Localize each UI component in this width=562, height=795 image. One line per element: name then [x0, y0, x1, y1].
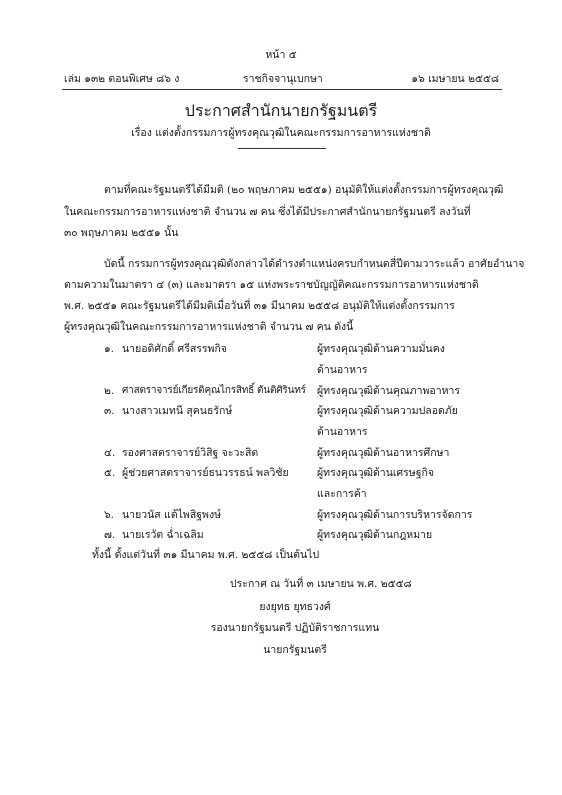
member-role: ด้านอาหาร [317, 426, 368, 438]
paragraph-line: ตามความในมาตรา ๔ (๓) และมาตรา ๑๕ แห่งพระราชบัญญัติคณะกรรมการอาหารแห่งชาติ [64, 279, 479, 291]
member-role: ผู้ทรงคุณวุฒิด้านการบริหารจัดการ [317, 509, 473, 521]
member-role: ผู้ทรงคุณวุฒิด้านความมั่นคง [317, 343, 445, 355]
paragraph-line: บัดนี้ กรรมการผู้ทรงคุณวุฒิดังกล่าวได้ดำรงตำแหน่งครบกำหนดสี่ปีตามวาระแล้ว อาศัยอำนาจ [104, 258, 525, 270]
member-role: ผู้ทรงคุณวุฒิด้านเศรษฐกิจ [317, 467, 434, 479]
member-name: นายอดิศักดิ์ ศรีสรรพกิจ [122, 343, 227, 355]
paragraph-line: พ.ศ. ๒๕๕๑ คณะรัฐมนตรีได้มีมติเมื่อวันที่ ๓๑ มีนาคม ๒๕๕๘ อนุมัติให้แต่งตั้งกรรมการ [64, 300, 455, 312]
paragraph-line: ผู้ทรงคุณวุฒิในคณะกรรมการอาหารแห่งชาติ จำนวน ๗ คน ดังนี้ [64, 321, 354, 333]
member-name: นายเรวัต ฉ่ำเฉลิม [122, 529, 204, 541]
member-role: ผู้ทรงคุณวุฒิด้านกฎหมาย [317, 529, 433, 541]
title-rule [238, 148, 326, 149]
member-role: และการค้า [317, 488, 367, 500]
signatory-name: ยงยุทธ ยุทธวงศ์ [259, 601, 331, 613]
member-number: ๓. [104, 405, 115, 417]
signatory-position: รองนายกรัฐมนตรี ปฏิบัติราชการแทน [210, 622, 380, 634]
member-role: ผู้ทรงคุณวุฒิด้านคุณภาพอาหาร [317, 385, 461, 397]
gazette-volume: เล่ม ๑๓๒ ตอนพิเศษ ๘๖ ง [64, 73, 180, 85]
member-name: นางสาวเมทนี สุคนธรักษ์ [122, 405, 233, 417]
gazette-name: ราชกิจจานุเบกษา [243, 73, 323, 85]
member-role: ผู้ทรงคุณวุฒิด้านอาหารศึกษา [317, 447, 450, 459]
document-subject: เรื่อง แต่งตั้งกรรมการผู้ทรงคุณวุฒิในคณะกรรมการอาหารแห่งชาติ [131, 127, 431, 139]
member-role: ผู้ทรงคุณวุฒิด้านความปลอดภัย [317, 405, 458, 417]
member-name: ผู้ช่วยศาสตราจารย์ธนวรรธน์ พลวิชัย [122, 467, 289, 479]
member-number: ๔. [104, 447, 116, 459]
signatory-title: นายกรัฐมนตรี [263, 644, 327, 656]
member-number: ๗. [104, 529, 116, 541]
header-rule [62, 89, 502, 90]
member-number: ๒. [104, 385, 115, 397]
member-number: ๖. [104, 509, 115, 521]
member-name: นายวนัส แต้ไพสิฐพงษ์ [122, 509, 222, 521]
paragraph-line: ๓๐ พฤษภาคม ๒๕๕๑ นั้น [64, 227, 179, 239]
member-name: รองศาสตราจารย์วิสิฐ จะวะสิต [122, 447, 259, 459]
paragraph-line: ในคณะกรรมการอาหารแห่งชาติ จำนวน ๗ คน ซึ่งได้มีประกาศสำนักนายกรัฐมนตรี ลงวันที่ [64, 206, 471, 218]
effective-date-line: ทั้งนี้ ตั้งแต่วันที่ ๓๑ มีนาคม พ.ศ. ๒๕๕๘ เป็นต้นไป [92, 549, 320, 561]
document-title: ประกาศสำนักนายกรัฐมนตรี [184, 101, 378, 120]
gazette-date: ๑๖ เมษายน ๒๕๕๘ [411, 73, 499, 85]
member-name: ศาสตราจารย์เกียรติคุณไกรสิทธิ์ ตันติศิรินทร์ [122, 385, 306, 396]
member-number: ๕. [104, 467, 116, 479]
announcement-date: ประกาศ ณ วันที่ ๓ เมษายน พ.ศ. ๒๕๕๘ [230, 578, 412, 590]
paragraph-line: ตามที่คณะรัฐมนตรีได้มีมติ (๒๐ พฤษภาคม ๒๕๕๑) อนุมัติให้แต่งตั้งกรรมการผู้ทรงคุณวุฒิ [104, 184, 504, 196]
member-number: ๑. [104, 343, 115, 355]
page-number: หน้า ๕ [265, 49, 297, 61]
member-role: ด้านอาหาร [317, 364, 368, 376]
